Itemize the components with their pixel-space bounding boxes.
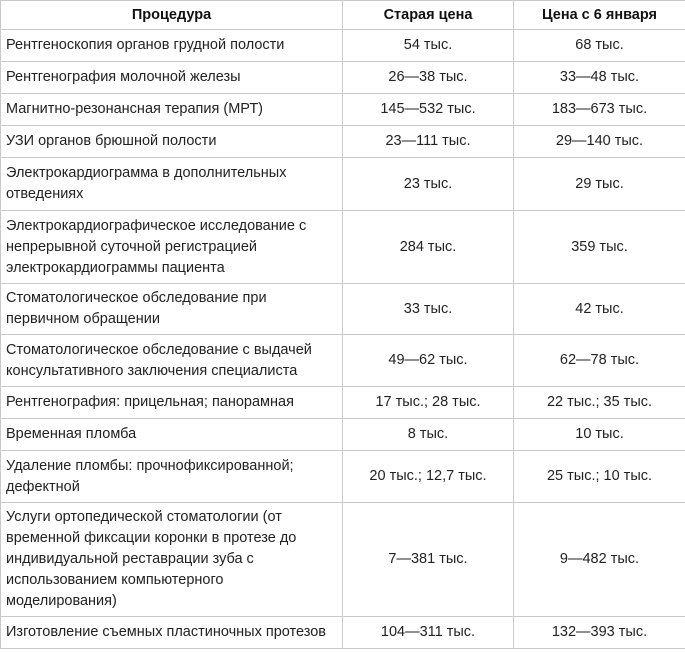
procedure-cell: Услуги ортопедической стоматологии (от временной фиксации коронки в протезе до индивидуальной реставрации зуба с использованием компьютерного моделирования) bbox=[1, 503, 343, 617]
procedure-cell: Стоматологическое обследование с выдачей консультативного заключения специалиста bbox=[1, 335, 343, 387]
table-row bbox=[1, 211, 685, 284]
old-price-cell: 104—311 тыс. bbox=[343, 617, 514, 649]
old-price-cell: 49—62 тыс. bbox=[343, 335, 514, 387]
table-row bbox=[1, 503, 685, 617]
table-row bbox=[1, 94, 685, 126]
procedure-cell: Временная пломба bbox=[1, 419, 343, 451]
new-price-cell: 29 тыс. bbox=[514, 158, 685, 211]
old-price-cell: 7—381 тыс. bbox=[343, 503, 514, 617]
table-row bbox=[1, 419, 685, 451]
procedure-cell: Рентгенография: прицельная; панорамная bbox=[1, 387, 343, 419]
old-price-cell: 23—111 тыс. bbox=[343, 126, 514, 158]
procedure-cell: Стоматологическое обследование при первичном обращении bbox=[1, 284, 343, 335]
new-price-cell: 33—48 тыс. bbox=[514, 62, 685, 94]
header-new-price: Цена с 6 января bbox=[514, 1, 685, 30]
old-price-cell: 8 тыс. bbox=[343, 419, 514, 451]
procedure-cell: Рентгенография молочной железы bbox=[1, 62, 343, 94]
new-price-cell: 22 тыс.; 35 тыс. bbox=[514, 387, 685, 419]
table-row bbox=[1, 284, 685, 335]
old-price-cell: 145—532 тыс. bbox=[343, 94, 514, 126]
new-price-cell: 62—78 тыс. bbox=[514, 335, 685, 387]
new-price-cell: 359 тыс. bbox=[514, 211, 685, 284]
new-price-cell: 132—393 тыс. bbox=[514, 617, 685, 649]
header-row bbox=[1, 1, 685, 30]
old-price-cell: 33 тыс. bbox=[343, 284, 514, 335]
table-row bbox=[1, 387, 685, 419]
new-price-cell: 183—673 тыс. bbox=[514, 94, 685, 126]
header-old-price: Старая цена bbox=[343, 1, 514, 30]
procedure-cell: Удаление пломбы: прочнофиксированной; дефектной bbox=[1, 451, 343, 503]
old-price-cell: 17 тыс.; 28 тыс. bbox=[343, 387, 514, 419]
header-procedure: Процедура bbox=[1, 1, 343, 30]
procedure-cell: Электрокардиографическое исследование с непрерывной суточной регистрацией электрокардиограммы пациента bbox=[1, 211, 343, 284]
table-row bbox=[1, 617, 685, 649]
old-price-cell: 26—38 тыс. bbox=[343, 62, 514, 94]
table-row bbox=[1, 126, 685, 158]
old-price-cell: 54 тыс. bbox=[343, 30, 514, 62]
table-row bbox=[1, 62, 685, 94]
procedure-cell: УЗИ органов брюшной полости bbox=[1, 126, 343, 158]
procedure-cell: Изготовление съемных пластиночных протезов bbox=[1, 617, 343, 649]
new-price-cell: 25 тыс.; 10 тыс. bbox=[514, 451, 685, 503]
new-price-cell: 29—140 тыс. bbox=[514, 126, 685, 158]
table-row bbox=[1, 30, 685, 62]
new-price-cell: 10 тыс. bbox=[514, 419, 685, 451]
table-row bbox=[1, 451, 685, 503]
procedure-cell: Рентгеноскопия органов грудной полости bbox=[1, 30, 343, 62]
table-row bbox=[1, 158, 685, 211]
new-price-cell: 9—482 тыс. bbox=[514, 503, 685, 617]
old-price-cell: 20 тыс.; 12,7 тыс. bbox=[343, 451, 514, 503]
table-row bbox=[1, 335, 685, 387]
new-price-cell: 68 тыс. bbox=[514, 30, 685, 62]
procedure-cell: Магнитно-резонансная терапия (МРТ) bbox=[1, 94, 343, 126]
old-price-cell: 284 тыс. bbox=[343, 211, 514, 284]
procedure-cell: Электрокардиограмма в дополнительных отведениях bbox=[1, 158, 343, 211]
table-body bbox=[1, 30, 685, 649]
new-price-cell: 42 тыс. bbox=[514, 284, 685, 335]
table-header bbox=[1, 1, 685, 30]
old-price-cell: 23 тыс. bbox=[343, 158, 514, 211]
